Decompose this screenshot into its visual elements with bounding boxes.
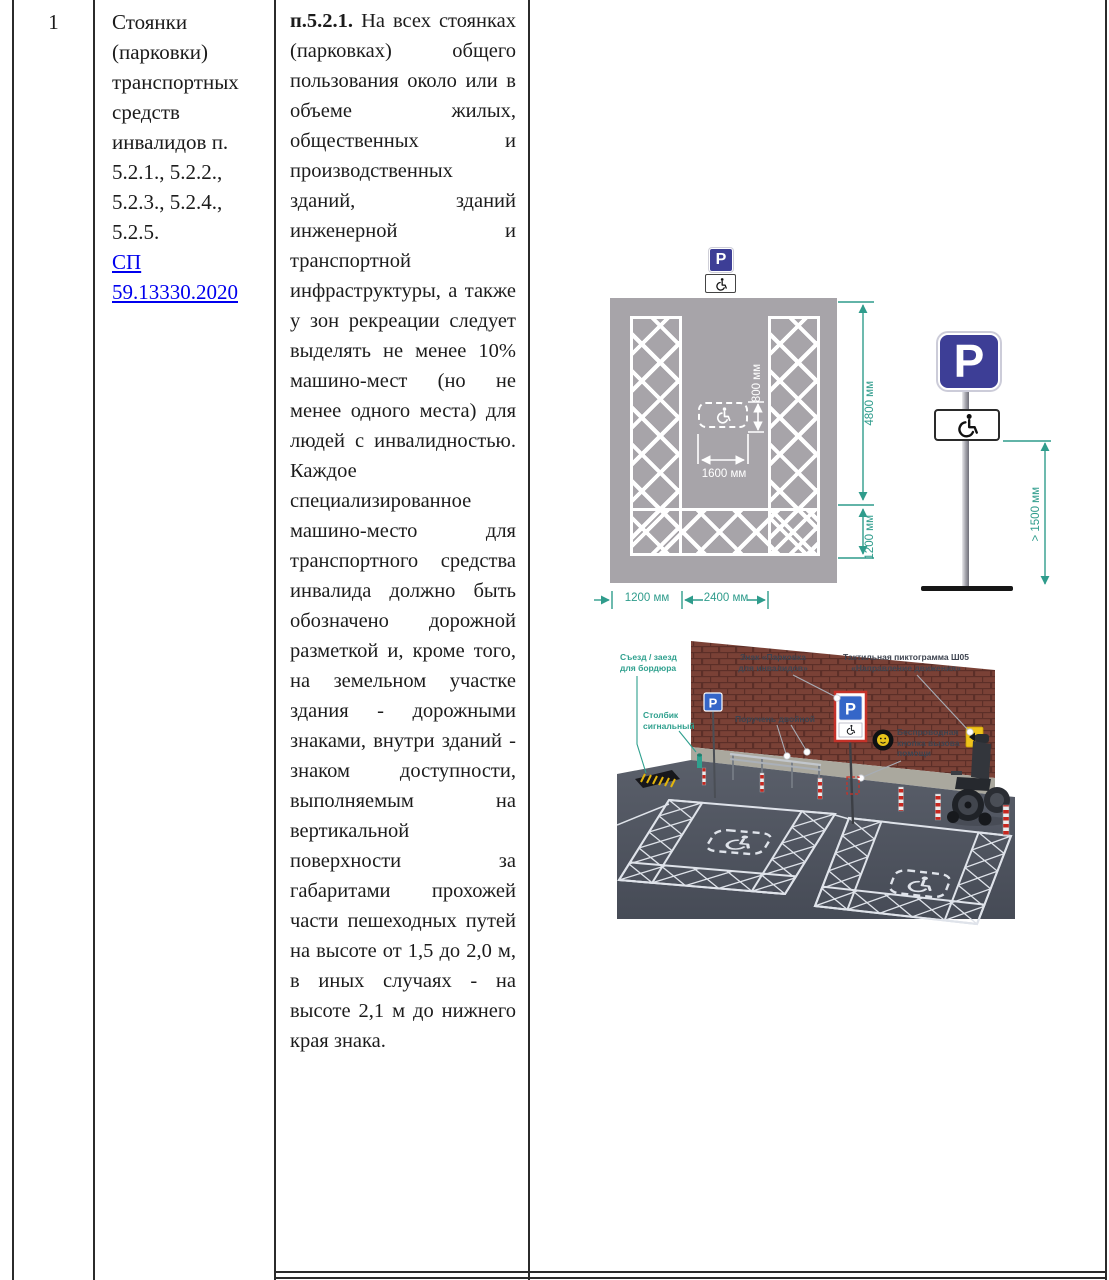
wheelchair-icon (714, 406, 732, 424)
dim-hatch-depth: 1200 мм (863, 514, 876, 560)
category-cell (95, 0, 274, 307)
wheelchair-plate (839, 723, 862, 737)
sign-base (921, 586, 1013, 591)
parking-scene-illustration (617, 628, 1015, 926)
dim-sign-clearance: > 1500 мм (1029, 486, 1042, 542)
parking-sign-icon: P (709, 248, 733, 272)
category-text: Стоянки (парковки) транспортных средств инвалидов п. 5.2.1., 5.2.2., 5.2.3., 5.2.4., 5.2.5. (112, 10, 239, 244)
parking-sign-letter: P (844, 700, 857, 719)
label-parking-sign: Знак «Парковка для инвалидов» (738, 652, 808, 673)
wheelchair-icon (954, 412, 980, 438)
wheelchair-plate-icon (705, 274, 736, 293)
call-button-icon (873, 730, 894, 751)
wheelchair-icon (714, 277, 728, 291)
table-border (1105, 0, 1107, 1280)
dim-marking-height: 800 мм (751, 363, 763, 403)
label-tactile: Тактильная пиктограмма Ш05 «Направление движения» (842, 652, 970, 673)
regulation-cell (276, 0, 528, 1056)
label-call-button: Беспроводная кнопка вызова помощи (897, 727, 960, 758)
dim-depth: 4800 мм (863, 380, 876, 426)
clause-number: п.5.2.1. (290, 10, 354, 32)
pavement-marking-box (698, 402, 748, 428)
table-border (528, 0, 530, 1280)
signal-post (697, 753, 702, 768)
label-curb-ramp: Съезд / заезд для бордюра (620, 652, 677, 673)
regulation-text: На всех стоянках (парковках) общего пользования около или в объеме жилых, общественных и производственных зданий, зданий инженерной и транспортной инфраструктуры, а также у зон рекреации следует выделять не менее 10% машино-мест (но не менее одного места) для людей с инвалидностью. Каждое специализированное машино-место для транспортного средства инвалида должно быть обозначено дорожной разметкой и, кроме того, на земельном участке здания - дорожными знаками, внутри зданий - знаком доступности, выполняемым на вертикальной поверхности за габаритами прохожей части пешеходных путей на высоте от 1,5 до 2,0 м, в иных случаях - на высоте 2,1 м до нижнего края знака. (290, 10, 516, 1052)
dim-hatch-width: 1200 мм (624, 592, 670, 604)
parking-sign: P (938, 333, 1000, 390)
label-handrail: Поручень двойной (735, 714, 815, 724)
table-border (274, 1277, 1107, 1279)
row-number: 1 (48, 10, 59, 34)
table-border (274, 1271, 1107, 1273)
wheelchair-plate (934, 409, 1000, 441)
dim-marking-width: 1600 мм (701, 468, 747, 480)
dim-spot-width: 2400 мм (703, 592, 749, 604)
parking-sign-letter: P (708, 695, 718, 711)
table-border (12, 0, 14, 1280)
label-signal-post: Столбик сигнальный (643, 710, 695, 731)
regulation-link[interactable]: СП 59.13330.2020 (112, 250, 238, 304)
hatch-zone-bottom (630, 508, 820, 556)
